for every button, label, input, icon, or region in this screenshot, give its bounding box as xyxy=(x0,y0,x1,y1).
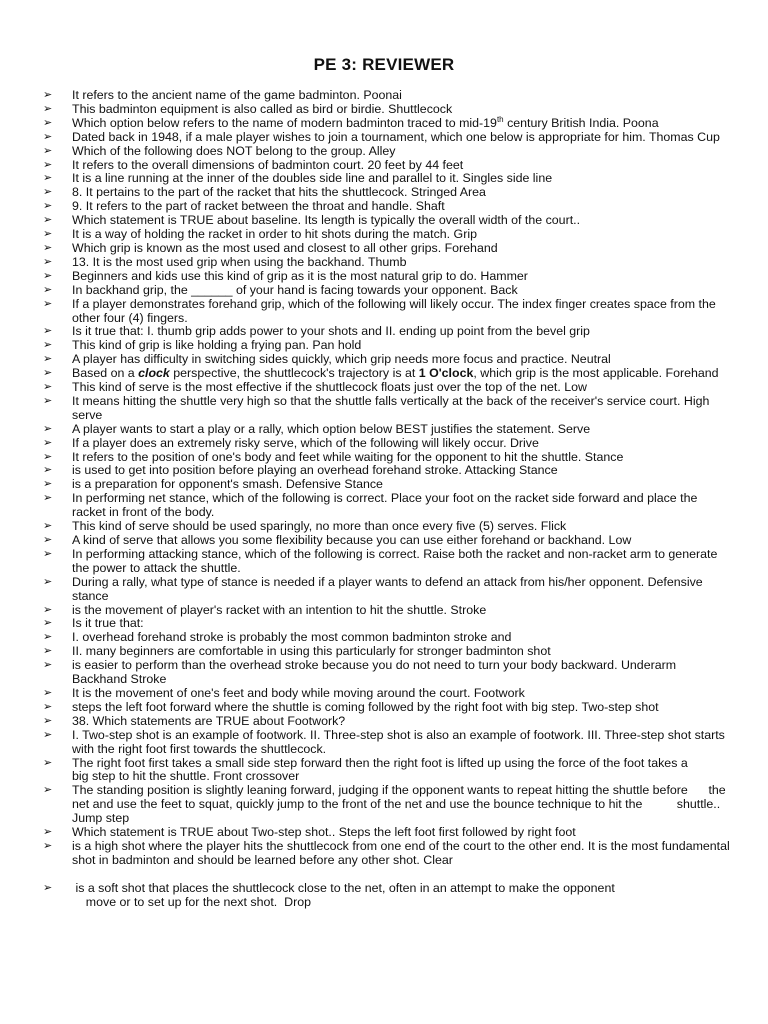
list-item xyxy=(43,478,733,492)
item-text: Based on a clock perspective, the shuttlecock's trajectory is at 1 O'clock, which grip is the most applicable. Forehand xyxy=(72,366,719,381)
list-item xyxy=(43,89,733,103)
item-text: Which grip is known as the most used and closest to all other grips. Forehand xyxy=(72,240,498,255)
list-item xyxy=(43,256,733,270)
list-item xyxy=(43,242,733,256)
arrow-bullet-icon: ➢ xyxy=(43,144,53,157)
item-text: Beginners and kids use this kind of grip as it is the most natural grip to do. Hammer xyxy=(72,268,528,283)
arrow-bullet-icon: ➢ xyxy=(43,520,53,533)
item-text: Which option below refers to the name of modern badminton traced to mid-19th century British India. Poona xyxy=(72,114,659,130)
item-text: Dated back in 1948, if a male player wishes to join a tournament, which one below is appropriate for him. Thomas Cup xyxy=(72,129,720,144)
list-item xyxy=(43,659,733,687)
list-item xyxy=(43,437,733,451)
arrow-bullet-icon: ➢ xyxy=(43,200,53,213)
list-item xyxy=(43,228,733,242)
page-title: PE 3: REVIEWER xyxy=(313,55,455,74)
list-item xyxy=(43,381,733,395)
arrow-bullet-icon: ➢ xyxy=(43,478,53,491)
arrow-bullet-icon: ➢ xyxy=(43,102,53,115)
list-item xyxy=(43,755,743,785)
item-text: If a player demonstrates forehand grip, which of the following will likely occur. The index finger creates space from the other four (4) fingers. xyxy=(72,296,716,325)
arrow-bullet-icon: ➢ xyxy=(43,283,53,296)
list-item xyxy=(43,784,733,826)
item-text: Which of the following does NOT belong to the group. Alley xyxy=(72,143,396,158)
list-item xyxy=(43,464,733,478)
arrow-bullet-icon: ➢ xyxy=(43,826,53,839)
item-text: In performing net stance, which of the following is correct. Place your foot on the racket side forward and place the racket in front of the body. xyxy=(72,491,698,520)
item-text: A player wants to start a play or a rally, which option below BEST justifies the statement. Serve xyxy=(72,421,591,436)
item-text: It refers to the position of one's body and feet while waiting for the opponent to hit the shuttle. Stance xyxy=(72,449,624,464)
list-item xyxy=(43,114,733,131)
list-item xyxy=(43,367,733,381)
list-item xyxy=(43,729,733,757)
item-text: is a high shot where the player hits the shuttlecock from one end of the court to the other end. It is the most fundamental shot in badminton and should be learned before any other shot. Clear xyxy=(72,838,730,867)
list-item xyxy=(43,159,733,173)
arrow-bullet-icon: ➢ xyxy=(43,686,53,699)
list-item xyxy=(43,395,733,423)
item-text: It means hitting the shuttle very high so that the shuttle falls vertically at the back of the receiver's service court. High serve xyxy=(72,393,710,422)
list-item xyxy=(43,451,733,465)
arrow-bullet-icon: ➢ xyxy=(43,534,53,546)
arrow-bullet-icon: ➢ xyxy=(43,228,53,241)
item-text: If a player does an extremely risky serve, which of the following will likely occur. Drive xyxy=(72,435,539,450)
list-item xyxy=(43,687,733,701)
list-item xyxy=(43,576,733,604)
list-item xyxy=(43,186,733,200)
item-text: This badminton equipment is also called as bird or birdie. Shuttlecock xyxy=(72,101,453,116)
list-item xyxy=(43,645,733,659)
arrow-bullet-icon: ➢ xyxy=(43,575,53,588)
list-item xyxy=(43,270,733,284)
list-item xyxy=(43,298,733,326)
arrow-bullet-icon: ➢ xyxy=(43,241,53,254)
arrow-bullet-icon: ➢ xyxy=(43,339,53,352)
list-item xyxy=(43,145,733,159)
arrow-bullet-icon: ➢ xyxy=(43,700,53,713)
arrow-bullet-icon: ➢ xyxy=(43,784,53,797)
item-text: This kind of serve is the most effective if the shuttlecock floats just over the top of the net. Low xyxy=(72,380,587,395)
item-text: Is it true that: I. thumb grip adds power to your shots and II. ending up point from the bevel grip xyxy=(72,324,590,339)
list-item xyxy=(43,200,733,214)
arrow-bullet-icon: ➢ xyxy=(43,450,53,463)
arrow-bullet-icon: ➢ xyxy=(43,422,53,435)
arrow-bullet-icon: ➢ xyxy=(43,89,53,101)
reviewer-list xyxy=(43,88,743,910)
list-item xyxy=(43,172,733,186)
list-item xyxy=(43,882,733,910)
arrow-bullet-icon: ➢ xyxy=(43,547,53,560)
arrow-bullet-icon: ➢ xyxy=(43,645,53,658)
arrow-bullet-icon: ➢ xyxy=(43,214,53,227)
list-item xyxy=(43,548,733,576)
item-text: Is it true that: xyxy=(72,616,144,631)
item-text: is the movement of player's racket with an intention to hit the shuttle. Stroke xyxy=(72,602,487,617)
arrow-bullet-icon: ➢ xyxy=(43,353,53,366)
emphasis-text: clock xyxy=(138,366,170,381)
arrow-bullet-icon: ➢ xyxy=(43,839,53,852)
list-item xyxy=(43,325,733,339)
arrow-bullet-icon: ➢ xyxy=(43,297,53,310)
arrow-bullet-icon: ➢ xyxy=(43,325,53,338)
item-text: It is a way of holding the racket in order to hit shots during the match. Grip xyxy=(72,227,477,242)
item-text: Which statement is TRUE about Two-step shot.. Steps the left foot first followed by right foot xyxy=(72,825,576,840)
item-text: During a rally, what type of stance is needed if a player wants to defend an attack from his/her opponent. Defensive stance xyxy=(72,574,703,603)
arrow-bullet-icon: ➢ xyxy=(43,381,53,394)
emphasis-text: 1 O'clock xyxy=(418,366,474,381)
arrow-bullet-icon: ➢ xyxy=(43,367,53,380)
arrow-bullet-icon: ➢ xyxy=(43,269,53,282)
item-text: is used to get into position before playing an overhead forehand stroke. Attacking Stance xyxy=(72,463,558,478)
arrow-bullet-icon: ➢ xyxy=(43,186,53,199)
list-item xyxy=(43,131,733,145)
arrow-bullet-icon: ➢ xyxy=(43,172,53,185)
arrow-bullet-icon: ➢ xyxy=(43,464,53,477)
list-item xyxy=(43,520,733,534)
item-text: In backhand grip, the ______ of your hand is facing towards your opponent. Back xyxy=(72,282,518,297)
list-item xyxy=(43,214,733,228)
arrow-bullet-icon: ➢ xyxy=(43,492,53,505)
arrow-bullet-icon: ➢ xyxy=(43,756,53,769)
item-text: This kind of grip is like holding a frying pan. Pan hold xyxy=(72,338,362,353)
superscript: th xyxy=(496,114,504,124)
arrow-bullet-icon: ➢ xyxy=(43,659,53,672)
arrow-bullet-icon: ➢ xyxy=(43,728,53,741)
list-item xyxy=(43,534,733,548)
item-text: In performing attacking stance, which of the following is correct. Raise both the racket and non-racket arm to generate the power to attack the shuttle. xyxy=(72,546,718,575)
item-text: A kind of serve that allows you some flexibility because you can use either forehand or backhand. Low xyxy=(72,533,632,547)
list-item xyxy=(43,423,733,437)
arrow-bullet-icon: ➢ xyxy=(43,881,53,894)
list-item xyxy=(43,492,733,520)
list-item xyxy=(43,826,733,840)
list-item xyxy=(43,284,733,298)
item-text: I. Two-step shot is an example of footwork. II. Three-step shot is also an example of footwork. III. Three-step shot starts with the right foot first towards the shuttlecock. xyxy=(72,727,725,756)
list-item xyxy=(43,617,733,631)
arrow-bullet-icon: ➢ xyxy=(43,116,53,129)
arrow-bullet-icon: ➢ xyxy=(43,255,53,268)
item-text: II. many beginners are comfortable in using this particularly for stronger badminton shot xyxy=(72,644,551,659)
item-text: 8. It pertains to the part of the racket that hits the shuttlecock. Stringed Area xyxy=(72,185,486,200)
item-text: 9. It refers to the part of racket between the throat and handle. Shaft xyxy=(72,199,445,214)
arrow-bullet-icon: ➢ xyxy=(43,617,53,630)
item-text: Which statement is TRUE about baseline. Its length is typically the overall width of the court.. xyxy=(72,213,581,228)
item-text: It is the movement of one's feet and body while moving around the court. Footwork xyxy=(72,685,525,700)
list-item xyxy=(43,604,733,618)
arrow-bullet-icon: ➢ xyxy=(43,603,53,616)
arrow-bullet-icon: ➢ xyxy=(43,158,53,171)
item-text: This kind of serve should be used sparingly, no more than once every five (5) serves. Flick xyxy=(72,519,567,534)
arrow-bullet-icon: ➢ xyxy=(43,631,53,644)
arrow-bullet-icon: ➢ xyxy=(43,436,53,449)
list-item xyxy=(43,840,733,868)
item-text: steps the left foot forward where the shuttle is coming followed by the right foot with big step. Two-step shot xyxy=(72,699,659,714)
list-item xyxy=(43,103,733,117)
item-text: The standing position is slightly leaning forward, judging if the opponent wants to repeat hitting the shuttle before the net and use the feet to squat, quickly jump to the front of the net and use the bounce technique to hit the shuttle.. Jump step xyxy=(72,783,730,826)
list-item xyxy=(43,715,733,729)
arrow-bullet-icon: ➢ xyxy=(43,394,53,407)
item-text: is easier to perform than the overhead stroke because you do not need to turn your body backward. Underarm Backhand Stroke xyxy=(72,658,677,687)
item-text: is a soft shot that places the shuttlecock close to the net, often in an attempt to make the opponent move or to set up for the next shot. Drop xyxy=(75,880,615,909)
item-text: is a preparation for opponent's smash. Defensive Stance xyxy=(72,477,383,492)
item-text: 38. Which statements are TRUE about Footwork? xyxy=(72,713,346,728)
arrow-bullet-icon: ➢ xyxy=(43,130,53,143)
list-item xyxy=(43,339,733,353)
item-text: I. overhead forehand stroke is probably the most common badminton stroke and xyxy=(72,630,512,645)
list-item xyxy=(43,353,733,367)
list-item xyxy=(43,701,733,715)
item-text: The right foot first takes a small side step forward then the right foot is lifted up using the force of the foot takes a big step to hit the shuttle. Front crossover xyxy=(72,755,743,784)
item-text: It is a line running at the inner of the doubles side line and parallel to it. Singles side line xyxy=(72,171,553,186)
item-text: It refers to the overall dimensions of badminton court. 20 feet by 44 feet xyxy=(72,157,464,172)
item-text: A player has difficulty in switching sides quickly, which grip needs more focus and practice. Neutral xyxy=(72,352,611,367)
arrow-bullet-icon: ➢ xyxy=(43,714,53,727)
list-item xyxy=(43,631,733,645)
item-text: 13. It is the most used grip when using the backhand. Thumb xyxy=(72,254,407,269)
item-text: It refers to the ancient name of the game badminton. Poonai xyxy=(72,88,402,102)
